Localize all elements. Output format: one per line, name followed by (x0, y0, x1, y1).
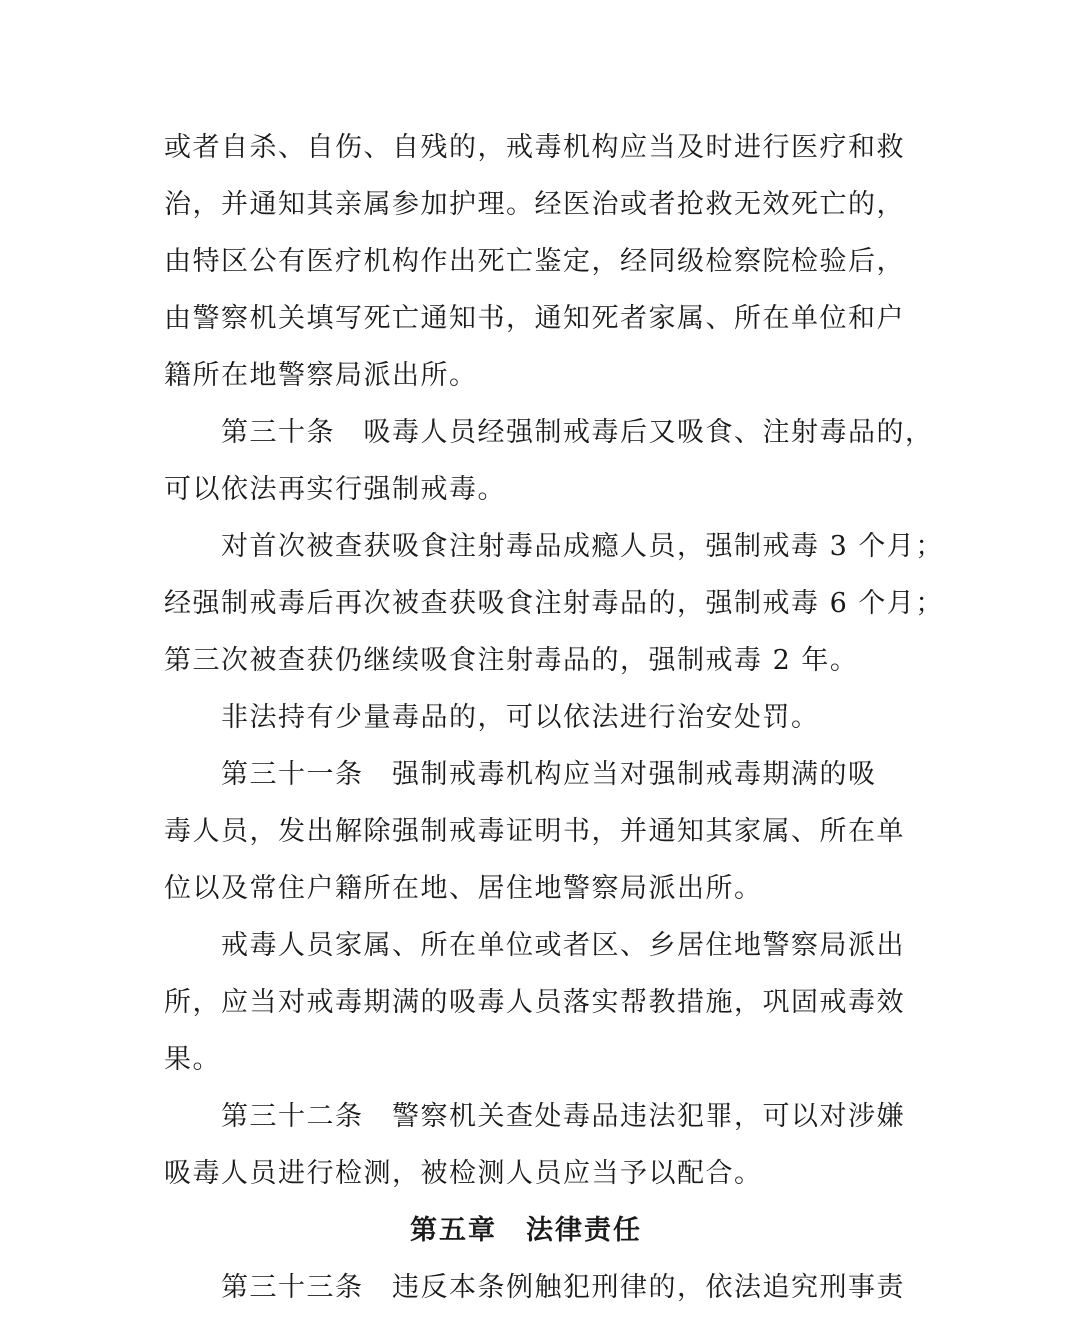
text-line: 位以及常住户籍所在地、居住地警察局派出所。 (164, 873, 763, 904)
paragraph-start: 非法持有少量毒品的，可以依法进行治安处罚。 (221, 702, 820, 733)
article-31-start: 第三十一条 强制戒毒机构应当对强制戒毒期满的吸 (221, 759, 877, 790)
text-line: 治，并通知其亲属参加护理。经医治或者抢救无效死亡的， (164, 189, 905, 220)
article-33-start: 第三十三条 违反本条例触犯刑律的，依法追究刑事责 (221, 1272, 905, 1303)
text-line: 吸毒人员进行检测，被检测人员应当予以配合。 (164, 1158, 763, 1189)
paragraph-start: 戒毒人员家属、所在单位或者区、乡居住地警察局派出 (221, 930, 905, 961)
text-line: 所，应当对戒毒期满的吸毒人员落实帮教措施，巩固戒毒效 (164, 987, 905, 1018)
article-30-start: 第三十条 吸毒人员经强制戒毒后又吸食、注射毒品的， (221, 417, 934, 448)
text-line: 果。 (164, 1044, 221, 1075)
text-line: 由特区公有医疗机构作出死亡鉴定，经同级检察院检验后， (164, 246, 905, 277)
paragraph-start: 对首次被查获吸食注射毒品成瘾人员，强制戒毒 3 个月； (221, 531, 944, 562)
text-line: 毒人员，发出解除强制戒毒证明书，并通知其家属、所在单 (164, 816, 905, 847)
text-line: 由警察机关填写死亡通知书，通知死者家属、所在单位和户 (164, 303, 905, 334)
text-line: 籍所在地警察局派出所。 (164, 360, 478, 391)
text-line: 或者自杀、自伤、自残的，戒毒机构应当及时进行医疗和救 (164, 132, 905, 163)
text-line: 经强制戒毒后再次被查获吸食注射毒品的，强制戒毒 6 个月； (164, 588, 944, 619)
text-line: 第三次被查获仍继续吸食注射毒品的，强制戒毒 2 年。 (164, 645, 859, 676)
text-line: 可以依法再实行强制戒毒。 (164, 474, 506, 505)
article-32-start: 第三十二条 警察机关查处毒品违法犯罪，可以对涉嫌 (221, 1101, 905, 1132)
chapter-heading: 第五章 法律责任 (410, 1215, 642, 1246)
